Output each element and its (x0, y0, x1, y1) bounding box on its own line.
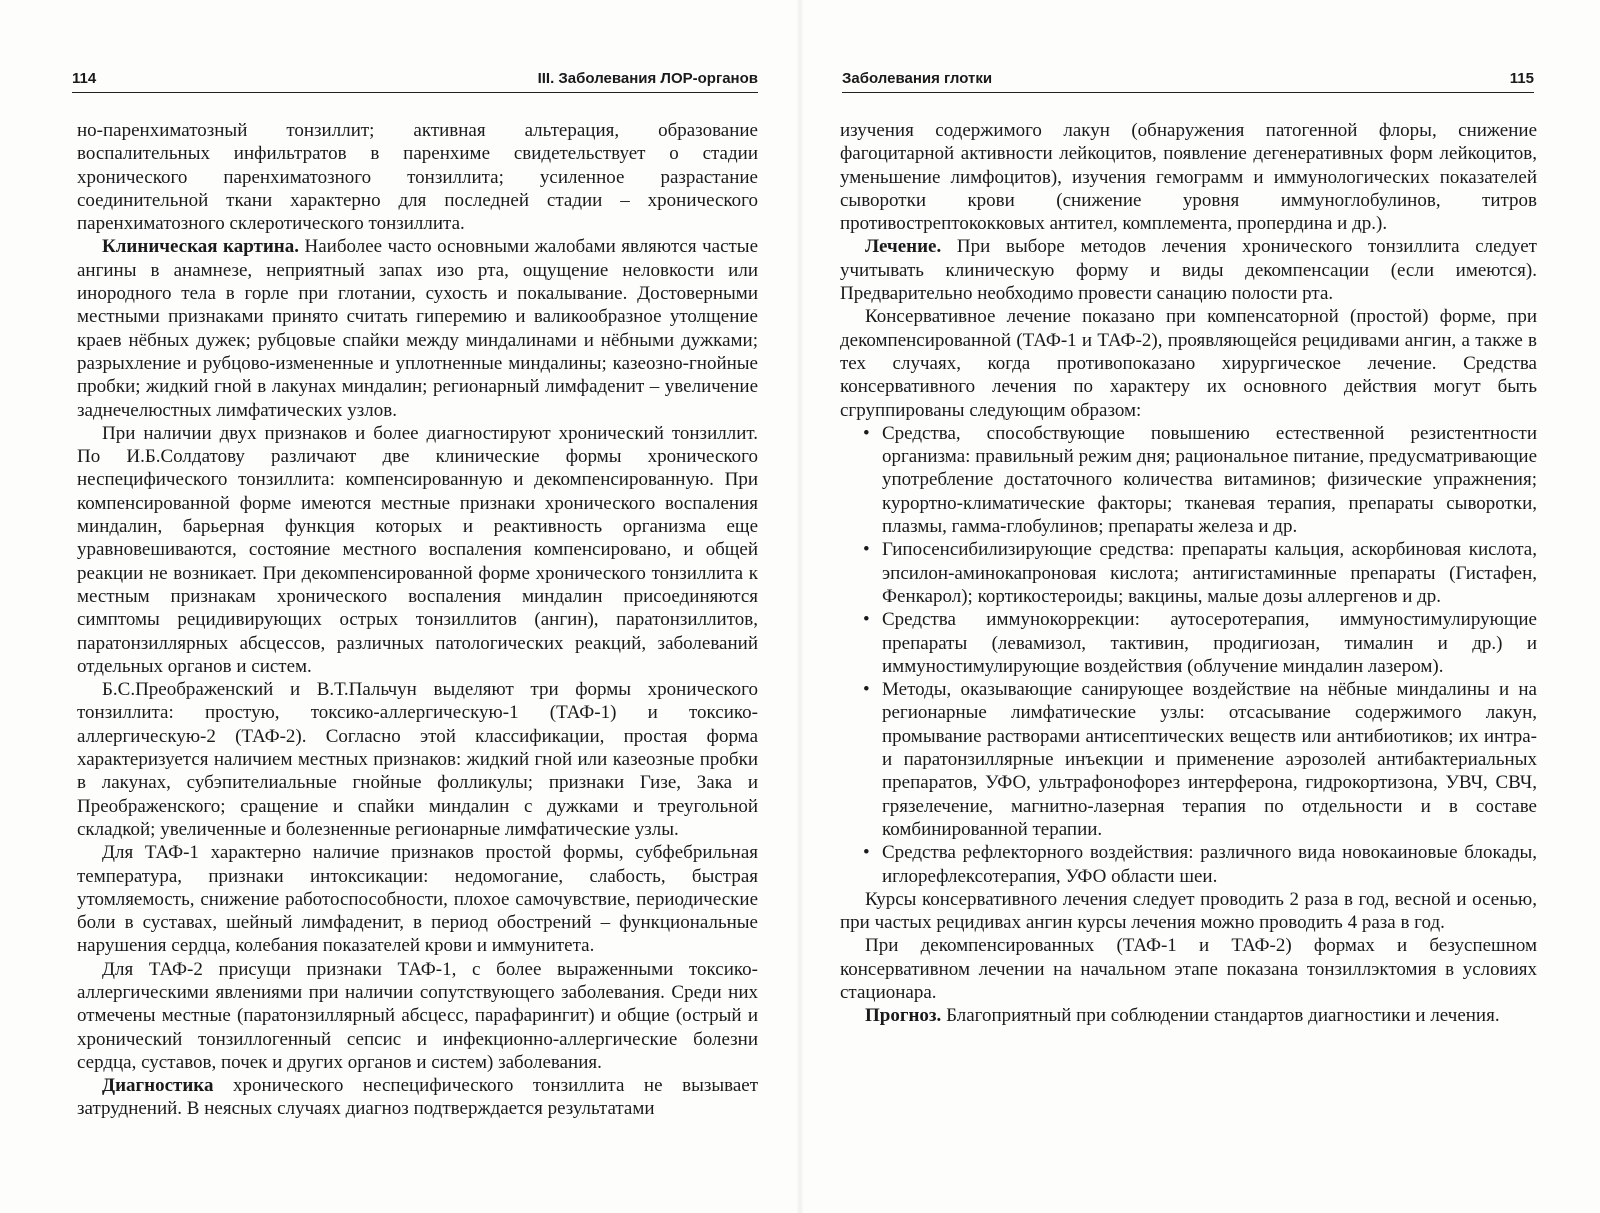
paragraph: При наличии двух признаков и более диагностируют хронический тонзиллит. По И.Б.Солдатову различают две клинические формы хронического неспецифического тонзиллита: компенсированную и декомпенсированную. При компенсированной форме имеются местные признаки хронического воспаления миндалин, барьерная функция которых и реактивность организма еще уравновешиваются, состояние местного воспаления компенсировано, и общей реакции не возникает. При декомпенсированной форме хронического тонзиллита к местным признакам хронического воспаления миндалин присоединяются симптомы рецидивирующих острых тонзиллитов (ангин), паратонзиллитов, паратонзиллярных абсцессов, различных патологических реакций, заболеваний отдельных органов и систем. (77, 422, 758, 677)
paragraph: Курсы консервативного лечения следует проводить 2 раза в год, весной и осенью, при частых рецидивах ангин курсы лечения можно проводить 4 раза в год. (840, 888, 1537, 934)
paragraph: изучения содержимого лакун (обнаружения патогенной флоры, снижение фагоцитарной активности лейкоцитов, появление дегенеративных форм лейкоцитов, уменьшение лимфоцитов), изучения гемограмм и иммунологических показателей сыворотки крови (снижение уровня иммуноглобулинов, титров противострептококковых антител, комплемента, пропердина и др.). (840, 120, 1537, 235)
paragraph: Консервативное лечение показано при компенсаторной (простой) форме, при декомпенсированной (ТАФ-1 и ТАФ-2), проявляющейся рецидивами ангин, а также в тех случаях, когда противопоказано хирургическое лечение. Средства консервативного лечения по характеру их основного действия могут быть сгруппированы следующим образом: (840, 306, 1537, 421)
section-term: Клиническая картина. (102, 236, 299, 258)
paragraph: При декомпенсированных (ТАФ-1 и ТАФ-2) формах и безуспешном консервативном лечении на начальном этапе показана тонзиллэктомия в условиях стационара. (840, 935, 1537, 1003)
section-term: Прогноз. (865, 1005, 942, 1027)
section-term: Диагностика (102, 1075, 214, 1097)
paragraph-text: Наиболее часто основными жалобами являются частые ангины в анамнезе, неприятный запах изо рта, ощущение неловкости или инородного тела в горле при глотании, сухость и покалывание. Достоверными местными признаками принято считать гиперемию и валикообразное утолщение краев нёбных дужек; рубцовые спайки между миндалинами и нёбными дужками; разрыхление и рубцово-измененные и уплотненные миндалины; казеозно-гнойные пробки; жидкий гной в лакунах миндалин; регионарный лимфаденит – увеличение заднечелюстных лимфатических узлов. (77, 236, 759, 421)
paragraph: Для ТАФ-2 присущи признаки ТАФ-1, с более выраженными токсико-аллергическими явлениями при наличии сопутствующего заболевания. Среди них отмечены местные (паратонзиллярный абсцесс, парафарингит) и общие (острый и хронический тонзиллогенный сепсис и инфекционно-аллергические болезни сердца, суставов, почек и других органов и систем) заболевания. (77, 958, 758, 1073)
paragraph (840, 1004, 1537, 1027)
list-item (863, 608, 1537, 678)
list-item (863, 678, 1537, 841)
bullet-icon: • (863, 842, 870, 864)
body-text (840, 119, 1537, 1028)
page-number: 115 (1509, 70, 1534, 87)
list-item-text: Гипосенсибилизирующие средства: препараты кальция, аскорбиновая кислота, эпсилон-аминокапроновая кислота; антигистаминные препараты (Гистафен, Фенкарол); кортикостероиды; вакцины, малые дозы аллергенов и др. (882, 539, 1537, 607)
section-title: Заболевания глотки (842, 70, 993, 87)
paragraph-text: Благоприятный при соблюдении стандартов диагностики и лечения. (941, 1005, 1500, 1027)
running-header (72, 66, 758, 93)
right-page (800, 0, 1600, 1213)
list-item-text: Средства, способствующие повышению естественной резистентности организма: правильный режим дня; рациональное питание, предусматривающие употребление достаточного количества витаминов; физические упражнения; курортно-климатические факторы; тканевая терапия, препараты сыворотки, плазмы, гамма-глобулинов; препараты железа и др. (882, 422, 1537, 538)
body-text (77, 119, 758, 1121)
paragraph (77, 1074, 758, 1121)
paragraph (77, 235, 758, 421)
paragraph-text: хронического неспецифического тонзиллита не вызывает затруднений. В неясных случаях диагноз подтверждается результатами (77, 1075, 758, 1120)
list-item (863, 422, 1537, 538)
treatment-list (840, 422, 1537, 888)
list-item (863, 538, 1537, 608)
list-item-text: Средства рефлекторного воздействия: различного вида новокаиновые блокады, иглорефлексотерапия, УФО области шеи. (882, 842, 1537, 887)
list-item (863, 841, 1537, 888)
list-item-text: Средства иммунокоррекции: аутосеротерапия, иммуностимулирующие препараты (левамизол, тактивин, продигиозан, тималин и др.) и иммуностимулирующие воздействия (облучение миндалин лазером). (882, 609, 1537, 677)
paragraph-text: При выборе методов лечения хронического тонзиллита следует учитывать клиническую форму и виды декомпенсации (если имеются). Предварительно необходимо провести санацию полости рта. (840, 236, 1537, 305)
section-term: Лечение. (865, 236, 942, 258)
paragraph: Б.С.Преображенский и В.Т.Пальчун выделяют три формы хронического тонзиллита: простую, токсико-аллергическую-1 (ТАФ-1) и токсико-аллергическую-2 (ТАФ-2). Согласно этой классификации, простая форма характеризуется наличием местных признаков: жидкий гной или казеозные пробки в лакунах, субэпителиальные гнойные фолликулы; признаки Гизе, Зака и Преображенского; сращение и спайки миндалин с дужками и треугольной складкой; увеличенные и болезненные регионарные лимфатические узлы. (77, 679, 758, 840)
bullet-icon: • (863, 422, 870, 444)
bullet-icon: • (863, 609, 870, 631)
paragraph: но-паренхиматозный тонзиллит; активная альтерация, образование воспалительных инфильтратов в паренхиме свидетельствует о стадии хронического паренхиматозного тонзиллита; усиленное разрастание соединительной ткани характерно для последней стадии – хронического паренхиматозного склеротического тонзиллита. (77, 120, 758, 235)
running-header (842, 66, 1534, 93)
paragraph (840, 235, 1537, 305)
page-number: 114 (72, 70, 97, 87)
bullet-icon: • (863, 539, 870, 561)
bullet-icon: • (863, 679, 870, 701)
chapter-title: III. Заболевания ЛОР-органов (537, 70, 758, 87)
list-item-text: Методы, оказывающие санирующее воздействие на нёбные миндалины и на регионарные лимфатические узлы: отсасывание содержимого лакун, промывание растворами антисептических веществ или антибиотиков; их интра- и паратонзиллярные инъекции и применение аэрозолей антибактериальных препаратов, УФО, ультрафонофорез интерферона, гидрокортизона, УВЧ, СВЧ, грязелечение, магнитно-лазерная терапия по отдельности и в составе комбинированной терапии. (882, 679, 1537, 840)
paragraph: Для ТАФ-1 характерно наличие признаков простой формы, субфебрильная температура, признаки интоксикации: недомогание, слабость, быстрая утомляемость, снижение работоспособности, плохое самочувствие, периодические боли в суставах, шейный лимфаденит, в период обострений – функциональные нарушения сердца, колебания показателей крови и иммунитета. (77, 842, 758, 957)
